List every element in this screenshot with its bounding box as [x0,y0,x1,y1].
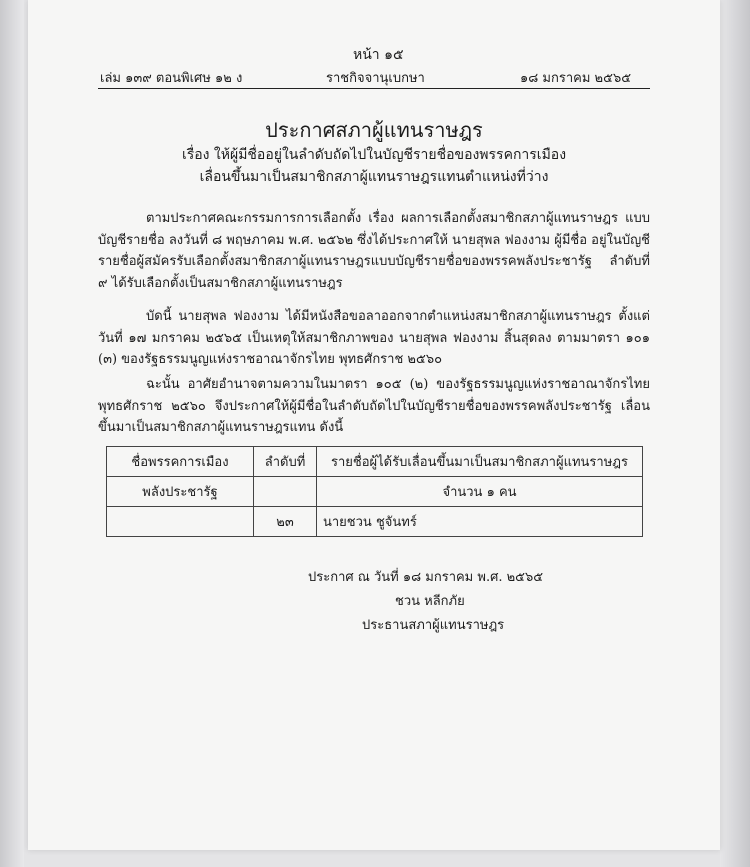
paragraph-2 [98,306,650,371]
volume-issue: เล่ม ๑๓๙ ตอนพิเศษ ๑๒ ง [100,71,243,86]
order-cell: ๒๓ [254,507,317,537]
header-rule [98,88,650,89]
header-party: ชื่อพรรคการเมือง [107,447,254,477]
announcement-title: ประกาศสภาผู้แทนราษฎร [265,118,483,142]
photo-edge-right [720,0,750,867]
paragraph-3-text: ฉะนั้น อาศัยอำนาจตามความในมาตรา ๑๐๕ (๒) ของรัฐธรรมนูญแห่งราชอาณาจักรไทย พุทธศักราช ๒๕๖๐ จึงประกาศให้ผู้มีชื่อในลำดับถัดไปในบัญชีรายชื่อของพรรคพลังประชารัฐ เลื่อนขึ้นมาเป็นสมาชิกสภาผู้แทนราษฎรแทน ดังนี้ [98,377,650,435]
signature-date: ประกาศ ณ วันที่ ๑๘ มกราคม พ.ศ. ๒๕๖๕ [308,570,544,585]
photo-edge-left [0,0,24,867]
empty-cell [107,507,254,537]
empty-cell [254,477,317,507]
member-name-cell: นายชวน ชูจันทร์ [317,507,643,537]
subject-line-1: เรื่อง ให้ผู้มีชื่ออยู่ในลำดับถัดไปในบัญชีรายชื่อของพรรคการเมือง [181,147,567,163]
header-order: ลำดับที่ [254,447,317,477]
publication-date: ๑๘ มกราคม ๒๕๖๕ [520,71,632,86]
count-cell: จำนวน ๑ คน [317,477,643,507]
subject-line-2: เลื่อนขึ้นมาเป็นสมาชิกสภาผู้แทนราษฎรแทนตำแหน่งที่ว่าง [199,169,549,185]
table-row [107,507,643,537]
paragraph-1 [98,208,650,294]
signatory-position: ประธานสภาผู้แทนราษฎร [362,618,505,633]
table-row [107,477,643,507]
table-header-row [107,447,643,477]
header-names: รายชื่อผู้ได้รับเลื่อนขึ้นมาเป็นสมาชิกสภาผู้แทนราษฎร [317,447,643,477]
page-number: หน้า ๑๕ [353,47,404,63]
party-cell: พลังประชารัฐ [107,477,254,507]
signatory-name: ชวน หลีกภัย [395,594,465,609]
paragraph-1-text: ตามประกาศคณะกรรมการการเลือกตั้ง เรื่อง ผลการเลือกตั้งสมาชิกสภาผู้แทนราษฎร แบบบัญชีรายชื่อ ลงวันที่ ๘ พฤษภาคม พ.ศ. ๒๕๖๒ ซึ่งได้ประกาศให้ นายสุพล ฟองงาม ผู้มีชื่อ อยู่ในบัญชีรายชื่อผู้สมัครรับเลือกตั้งสมาชิกสภาผู้แทนราษฎรแบบบัญชีรายชื่อของพรรคพลังประชารัฐ ลำดับที่ ๙ ได้รับเลือกตั้งเป็นสมาชิกสภาผู้แทนราษฎร [98,211,650,291]
member-table [106,446,643,537]
gazette-page [28,0,720,850]
gazette-name: ราชกิจจานุเบกษา [326,71,425,86]
paragraph-3 [98,374,650,439]
paragraph-2-text: บัดนี้ นายสุพล ฟองงาม ได้มีหนังสือขอลาออกจากตำแหน่งสมาชิกสภาผู้แทนราษฎร ตั้งแต่วันที่ ๑๗ มกราคม ๒๕๖๕ เป็นเหตุให้สมาชิกภาพของ นายสุพล ฟองงาม สิ้นสุดลง ตามมาตรา ๑๐๑ (๓) ของรัฐธรรมนูญแห่งราชอาณาจักรไทย พุทธศักราช ๒๕๖๐ [98,309,650,367]
